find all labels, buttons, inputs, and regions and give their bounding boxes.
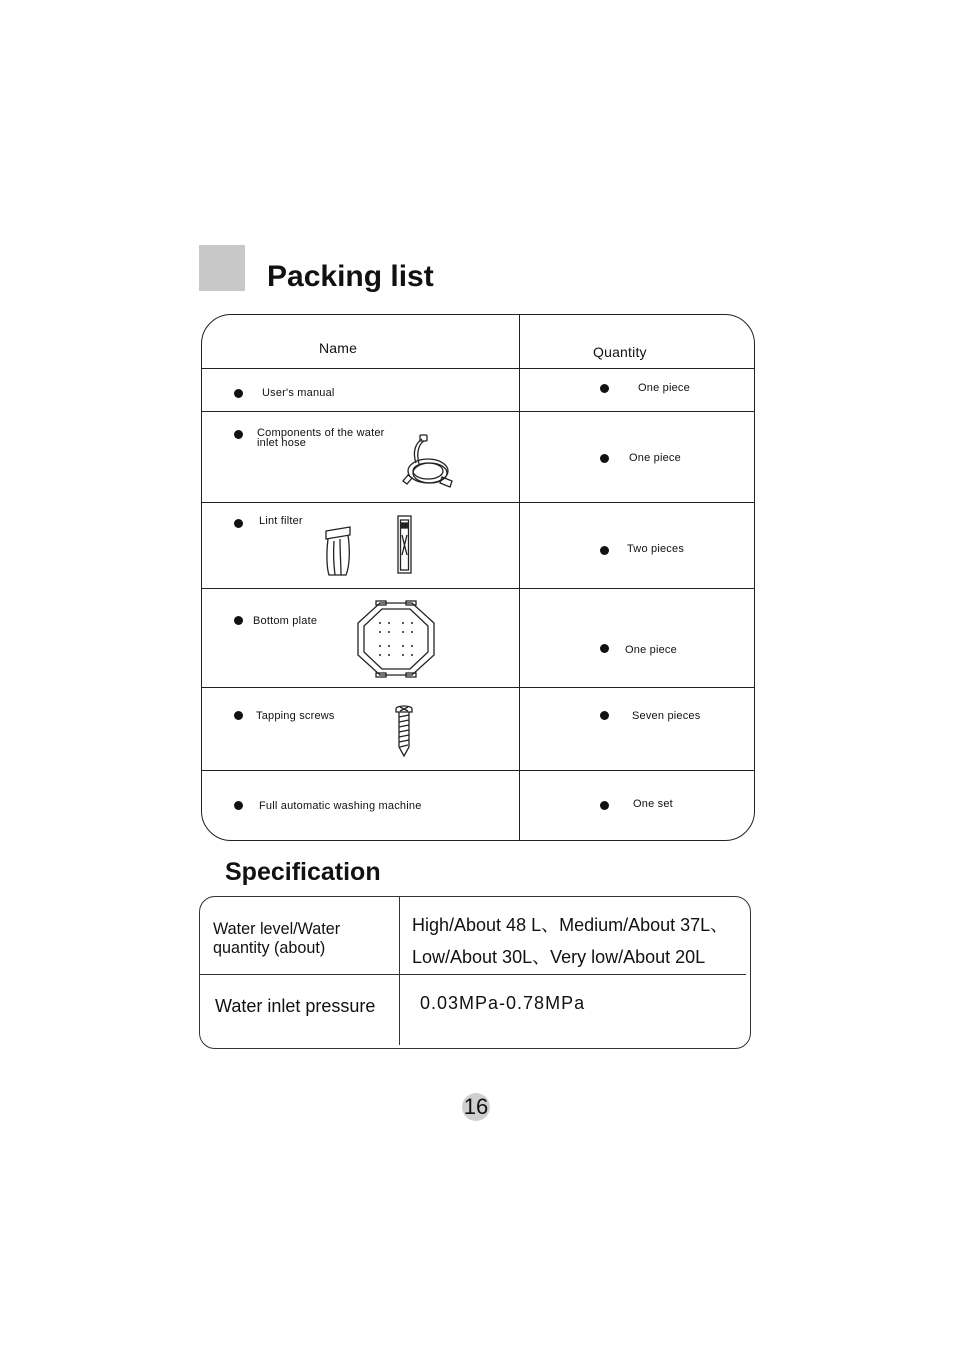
row-divider (202, 770, 754, 771)
bullet-icon (234, 801, 243, 810)
lint-filter-frame-icon (397, 515, 413, 575)
specification-title: Specification (225, 858, 381, 886)
item-quantity: One piece (625, 644, 677, 656)
bullet-icon (234, 430, 243, 439)
section-marker (199, 245, 245, 291)
item-quantity: One set (633, 798, 673, 810)
item-name-continued: inlet hose (257, 437, 307, 449)
spec-label-continued: quantity (about) (213, 938, 326, 957)
column-divider (399, 897, 400, 1045)
lint-filter-bag-icon (324, 525, 354, 579)
row-divider (202, 411, 754, 412)
bullet-icon (234, 519, 243, 528)
row-divider (200, 974, 746, 975)
page-title: Packing list (267, 260, 434, 293)
hose-icon (402, 433, 462, 493)
bullet-icon (234, 389, 243, 398)
bullet-icon (600, 384, 609, 393)
bottom-plate-icon (356, 601, 436, 677)
item-name: Full automatic washing machine (259, 800, 422, 812)
row-divider (202, 588, 754, 589)
bullet-icon (600, 644, 609, 653)
item-quantity: Seven pieces (632, 710, 701, 722)
column-divider (519, 315, 520, 840)
page-number: 16 (463, 1094, 489, 1119)
item-name: Tapping screws (256, 710, 335, 722)
row-divider (202, 687, 754, 688)
packing-list-table (201, 314, 755, 841)
item-name: Components of the water (257, 427, 385, 439)
bullet-icon (600, 454, 609, 463)
item-quantity: Two pieces (627, 543, 685, 555)
bullet-icon (600, 546, 609, 555)
spec-label: Water inlet pressure (215, 996, 376, 1016)
header-name: Name (319, 340, 358, 356)
spec-value: High/About 48 L、Medium/About 37L、 (412, 915, 729, 935)
bullet-icon (600, 801, 609, 810)
spec-value-continued: Low/About 30L、Very low/About 20L (412, 947, 706, 967)
item-quantity: One piece (638, 382, 690, 394)
screw-icon (394, 703, 414, 757)
item-quantity: One piece (629, 452, 681, 464)
spec-label: Water level/Water (213, 919, 341, 938)
row-divider (202, 502, 754, 503)
bullet-icon (234, 711, 243, 720)
spec-value: 0.03MPa-0.78MPa (420, 993, 586, 1013)
bullet-icon (234, 616, 243, 625)
item-name: Lint filter (259, 515, 303, 527)
item-name: User's manual (262, 387, 335, 399)
bullet-icon (600, 711, 609, 720)
row-divider (202, 368, 754, 369)
header-quantity: Quantity (593, 344, 647, 360)
specification-table (199, 896, 751, 1049)
item-name: Bottom plate (253, 615, 318, 627)
